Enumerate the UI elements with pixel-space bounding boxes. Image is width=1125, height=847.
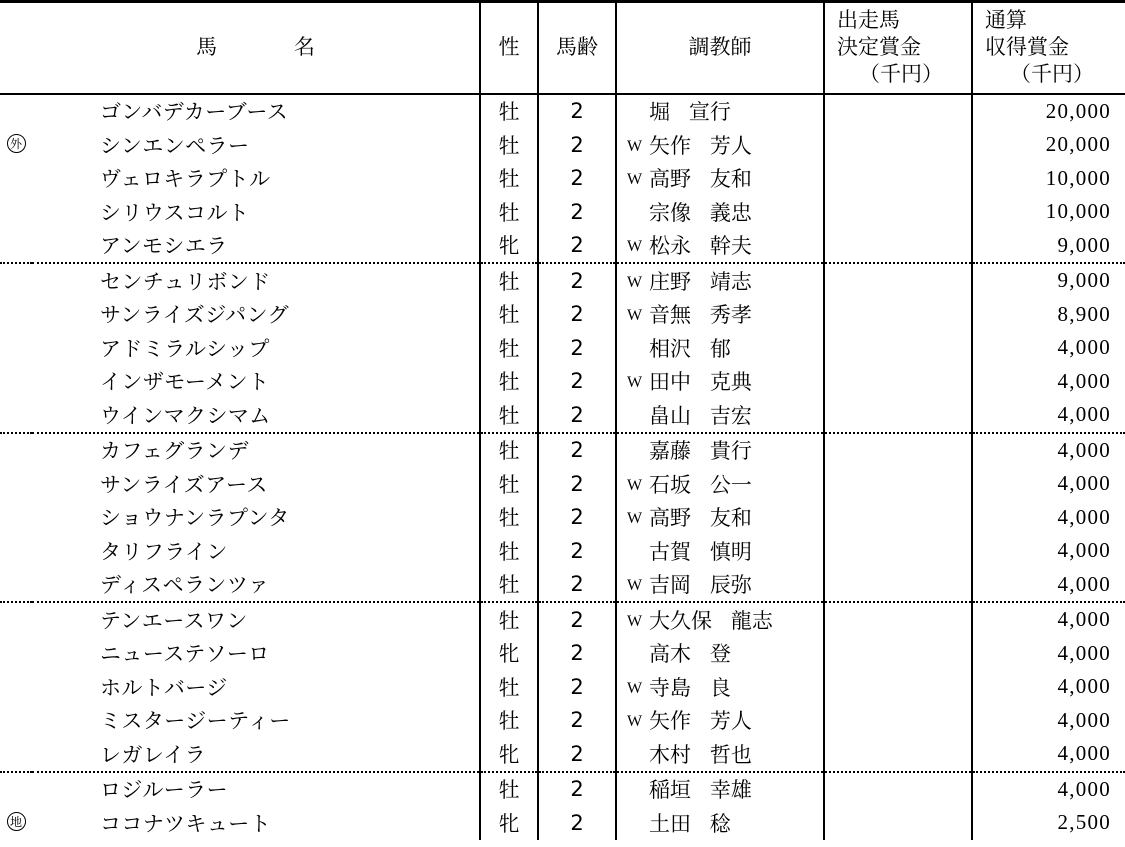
row-mark-empty: [0, 229, 32, 264]
prize-total: 4,000: [1057, 437, 1111, 462]
table-row: [0, 298, 1125, 332]
prize-current: [824, 331, 972, 365]
trainer-cell: [616, 365, 824, 399]
trainer-name: [649, 163, 752, 193]
trainer-given-name: 龍志: [730, 608, 773, 633]
prize-total: 4,000: [1057, 335, 1111, 360]
trainer-surname: 古賀: [649, 539, 691, 564]
horse-name: ウインマクシマム: [32, 398, 480, 433]
trainer-given-name: 克典: [709, 370, 752, 395]
trainer-cell: [616, 534, 824, 568]
west-region-flag: W: [627, 307, 643, 325]
prize-current: [824, 467, 972, 501]
trainer-cell: [616, 501, 824, 535]
horse-age: 2: [538, 602, 616, 637]
trainer-name: [649, 266, 752, 296]
header-horse-name: [32, 2, 480, 94]
trainer-surname: 畠山: [649, 403, 691, 428]
trainer-name: [649, 96, 731, 126]
table-row: [0, 806, 1125, 840]
west-region-flag: W: [627, 273, 643, 291]
trainer-given-name: 辰弥: [709, 573, 752, 598]
table-row: [0, 568, 1125, 603]
trainer-cell: [616, 772, 824, 807]
header-prize-total: [972, 2, 1125, 94]
trainer-surname: 宗像: [649, 200, 691, 225]
prize-current: [824, 398, 972, 433]
horse-age: 2: [538, 331, 616, 365]
trainer-cell: [616, 704, 824, 738]
prize-current: [824, 263, 972, 298]
horse-sex: 牡: [480, 772, 538, 807]
row-mark-empty: [0, 195, 32, 229]
trainer-given-name: 良: [709, 675, 731, 700]
trainer-surname: 高野: [649, 167, 691, 192]
horse-sex: 牡: [480, 534, 538, 568]
prize-total: 10,000: [1045, 165, 1111, 190]
table-row: [0, 331, 1125, 365]
trainer-surname: 寺島: [649, 675, 691, 700]
table-row: [0, 433, 1125, 468]
trainer-name: [649, 333, 731, 363]
header-prize-current-line3: （千円）: [859, 62, 943, 87]
horse-age: 2: [538, 704, 616, 738]
row-mark-empty: [0, 398, 32, 433]
table-row: [0, 467, 1125, 501]
trainer-name: [649, 705, 752, 735]
trainer-surname: 土田: [649, 811, 691, 836]
trainer-surname: 庄野: [649, 269, 691, 294]
row-mark-empty: [0, 365, 32, 399]
horse-sex: 牡: [480, 568, 538, 603]
trainer-name: [649, 400, 752, 430]
trainer-cell: [616, 637, 824, 671]
prize-current: [824, 298, 972, 332]
horse-name: シリウスコルト: [32, 195, 480, 229]
header-horse-name-label: 馬 名: [196, 35, 327, 60]
row-mark-empty: [0, 298, 32, 332]
west-region-flag: W: [627, 713, 643, 731]
trainer-given-name: 幸雄: [709, 778, 752, 803]
horse-name: カフェグランデ: [32, 433, 480, 468]
horse-name: ゴンバデカーブース: [32, 94, 480, 129]
trainer-surname: 堀: [649, 100, 670, 125]
horse-name: シンエンペラー: [32, 128, 480, 162]
horse-age: 2: [538, 534, 616, 568]
row-mark-empty: [0, 162, 32, 196]
horse-name: ココナツキュート: [32, 806, 480, 840]
trainer-cell: [616, 670, 824, 704]
horse-sex: 牡: [480, 162, 538, 196]
table-row: [0, 128, 1125, 162]
trainer-given-name: 登: [709, 642, 731, 667]
row-mark-empty: [0, 433, 32, 468]
trainer-surname: 嘉藤: [649, 439, 691, 464]
horse-name: タリフライン: [32, 534, 480, 568]
trainer-name: [649, 130, 752, 160]
prize-total: 4,000: [1057, 538, 1111, 563]
horse-sex: 牡: [480, 94, 538, 129]
prize-total: 9,000: [1057, 268, 1111, 293]
prize-total: 4,000: [1057, 640, 1111, 665]
horse-name: ショウナンラプンタ: [32, 501, 480, 535]
west-region-flag: W: [627, 171, 643, 189]
trainer-cell: [616, 94, 824, 129]
horse-age: 2: [538, 433, 616, 468]
trainer-given-name: 貴行: [709, 439, 752, 464]
prize-current: [824, 568, 972, 603]
horse-name: レガレイラ: [32, 737, 480, 772]
horse-age: 2: [538, 806, 616, 840]
horse-sex: 牝: [480, 637, 538, 671]
trainer-name: [649, 638, 731, 668]
table-row: [0, 365, 1125, 399]
prize-total: 4,000: [1057, 607, 1111, 632]
horse-name: ミスタージーティー: [32, 704, 480, 738]
trainer-given-name: 義忠: [709, 200, 752, 225]
horse-name: ホルトバージ: [32, 670, 480, 704]
trainer-surname: 音無: [649, 303, 691, 328]
horse-age: 2: [538, 94, 616, 129]
horse-age: 2: [538, 263, 616, 298]
trainer-given-name: 宣行: [688, 100, 731, 125]
header-prize-current: [824, 2, 972, 94]
horse-sex: 牡: [480, 195, 538, 229]
west-region-flag: W: [627, 577, 643, 595]
table-row: [0, 94, 1125, 129]
west-region-flag: W: [627, 137, 643, 155]
trainer-name: [649, 197, 752, 227]
prize-total: 9,000: [972, 229, 1125, 264]
trainer-name: [649, 299, 752, 329]
prize-total: 4,000: [972, 568, 1125, 603]
prize-current: [824, 670, 972, 704]
row-mark-empty: [0, 94, 32, 129]
horse-age: 2: [538, 501, 616, 535]
row-mark-empty: [0, 331, 32, 365]
table-row: [0, 263, 1125, 298]
prize-total: 4,000: [1057, 674, 1111, 699]
header-prize-current-line1: 出走馬: [837, 8, 900, 33]
trainer-cell: [616, 263, 824, 298]
trainer-cell: [616, 737, 824, 772]
prize-current: [824, 433, 972, 468]
horse-age: 2: [538, 298, 616, 332]
trainer-name: [649, 536, 752, 566]
trainer-name: [649, 739, 752, 769]
table-body: [0, 94, 1125, 840]
prize-current: [824, 501, 972, 535]
prize-total: 4,000: [1057, 504, 1111, 529]
row-mark-empty: [0, 534, 32, 568]
trainer-surname: 松永: [649, 234, 691, 259]
horse-age: 2: [538, 128, 616, 162]
prize-current: [824, 534, 972, 568]
horse-age: 2: [538, 737, 616, 772]
horse-sex: 牡: [480, 467, 538, 501]
trainer-cell: [616, 467, 824, 501]
horse-age: 2: [538, 467, 616, 501]
trainer-given-name: 郁: [709, 336, 731, 361]
horse-sex: 牡: [480, 398, 538, 433]
prize-current: [824, 94, 972, 129]
trainer-given-name: 哲也: [709, 742, 752, 767]
prize-current: [824, 128, 972, 162]
trainer-surname: 田中: [649, 370, 691, 395]
trainer-name: [649, 502, 752, 532]
row-mark-empty: [0, 568, 32, 603]
header-prize-current-line2: 決定賞金: [837, 35, 921, 60]
trainer-given-name: 友和: [709, 506, 752, 531]
horse-sex: 牡: [480, 433, 538, 468]
horse-name: テンエースワン: [32, 602, 480, 637]
table-row: [0, 162, 1125, 196]
prize-current: [824, 365, 972, 399]
west-region-flag: W: [627, 238, 643, 256]
prize-current: [824, 704, 972, 738]
trainer-cell: [616, 162, 824, 196]
prize-current: [824, 637, 972, 671]
horse-age: 2: [538, 398, 616, 433]
prize-current: [824, 195, 972, 229]
trainer-cell: [616, 331, 824, 365]
horse-sex: 牡: [480, 670, 538, 704]
west-region-flag: W: [627, 612, 643, 630]
horse-age: 2: [538, 195, 616, 229]
horse-sex: 牡: [480, 331, 538, 365]
prize-total: 8,900: [1057, 301, 1111, 326]
table-row: [0, 670, 1125, 704]
prize-current: [824, 229, 972, 264]
circled-mark-icon: 外: [7, 134, 26, 153]
trainer-surname: 高野: [649, 506, 691, 531]
horse-sex: 牡: [480, 365, 538, 399]
trainer-given-name: 慎明: [709, 539, 752, 564]
horse-age: 2: [538, 568, 616, 603]
horse-sex: 牝: [480, 737, 538, 772]
row-mark-badge: [0, 128, 32, 162]
trainer-name: [649, 435, 752, 465]
prize-current: [824, 602, 972, 637]
horse-age: 2: [538, 229, 616, 264]
west-region-flag: W: [627, 679, 643, 697]
header-prize-total-line2: 収得賞金: [985, 35, 1069, 60]
table-row: [0, 602, 1125, 637]
trainer-cell: [616, 398, 824, 433]
table-row: [0, 772, 1125, 807]
horse-sex: 牡: [480, 501, 538, 535]
horse-age: 2: [538, 365, 616, 399]
horse-age: 2: [538, 772, 616, 807]
trainer-given-name: 幹夫: [709, 234, 752, 259]
trainer-cell: [616, 433, 824, 468]
table-header: [0, 2, 1125, 94]
prize-current: [824, 737, 972, 772]
trainer-surname: 矢作: [649, 133, 691, 158]
trainer-name: [649, 469, 752, 499]
prize-current: [824, 162, 972, 196]
horse-sex: 牡: [480, 298, 538, 332]
horse-sex: 牝: [480, 229, 538, 264]
west-region-flag: W: [627, 476, 643, 494]
row-mark-empty: [0, 602, 32, 637]
trainer-cell: [616, 298, 824, 332]
horse-sex: 牡: [480, 128, 538, 162]
prize-total: 4,000: [1057, 776, 1111, 801]
header-trainer: 調教師: [616, 2, 824, 94]
trainer-surname: 稲垣: [649, 778, 691, 803]
trainer-cell: [616, 229, 824, 264]
prize-total: 4,000: [1057, 707, 1111, 732]
table-row: [0, 229, 1125, 264]
horse-age: 2: [538, 162, 616, 196]
trainer-cell: [616, 568, 824, 603]
prize-total: 2,500: [1057, 810, 1111, 835]
trainer-name: [649, 774, 752, 804]
row-mark-empty: [0, 737, 32, 772]
row-mark-empty: [0, 670, 32, 704]
prize-total: 20,000: [1045, 132, 1111, 157]
prize-current: [824, 806, 972, 840]
horse-age: 2: [538, 637, 616, 671]
header-sex: 性: [480, 2, 538, 94]
trainer-name: [649, 672, 731, 702]
header-prize-total-line3: （千円）: [1010, 62, 1094, 87]
prize-current: [824, 772, 972, 807]
trainer-cell: [616, 128, 824, 162]
trainer-name: [649, 366, 752, 396]
horse-name: インザモーメント: [32, 365, 480, 399]
horse-name: アンモシエラ: [32, 229, 480, 264]
row-mark-empty: [0, 263, 32, 298]
trainer-surname: 矢作: [649, 709, 691, 734]
trainer-surname: 相沢: [649, 336, 691, 361]
horse-sex: 牝: [480, 806, 538, 840]
table-row: [0, 737, 1125, 772]
horse-name: ニューステソーロ: [32, 637, 480, 671]
row-mark-empty: [0, 704, 32, 738]
trainer-cell: [616, 195, 824, 229]
trainer-surname: 吉岡: [649, 573, 691, 598]
trainer-given-name: 公一: [709, 472, 752, 497]
table-row: [0, 637, 1125, 671]
header-prize-total-line1: 通算: [985, 8, 1027, 33]
trainer-name: [649, 605, 773, 635]
row-mark-empty: [0, 501, 32, 535]
table-row: [0, 398, 1125, 433]
horse-name: アドミラルシップ: [32, 331, 480, 365]
horse-age: 2: [538, 670, 616, 704]
header-age: 馬齢: [538, 2, 616, 94]
circled-mark-icon: 地: [7, 812, 26, 831]
table-row: [0, 501, 1125, 535]
trainer-given-name: 友和: [709, 167, 752, 192]
trainer-surname: 木村: [649, 742, 691, 767]
horse-name: センチュリボンド: [32, 263, 480, 298]
trainer-given-name: 靖志: [709, 269, 752, 294]
prize-total: 20,000: [1045, 98, 1111, 123]
row-mark-badge: [0, 806, 32, 840]
table-row: [0, 534, 1125, 568]
row-mark-empty: [0, 467, 32, 501]
west-region-flag: W: [627, 510, 643, 528]
west-region-flag: W: [627, 374, 643, 392]
horse-sex: 牡: [480, 263, 538, 298]
horse-name: ヴェロキラプトル: [32, 162, 480, 196]
table-row: [0, 195, 1125, 229]
trainer-given-name: 芳人: [709, 709, 752, 734]
row-mark-empty: [0, 772, 32, 807]
trainer-given-name: 芳人: [709, 133, 752, 158]
trainer-name: [649, 808, 731, 838]
prize-total: 4,000: [972, 398, 1125, 433]
horse-name: ロジルーラー: [32, 772, 480, 807]
table-row: [0, 704, 1125, 738]
prize-total: 4,000: [1057, 368, 1111, 393]
trainer-given-name: 秀孝: [709, 303, 752, 328]
header-mark-spacer: [0, 2, 32, 94]
prize-total: 4,000: [972, 737, 1125, 772]
trainer-cell: [616, 806, 824, 840]
horse-name: サンライズジパング: [32, 298, 480, 332]
horse-name: ディスペランツァ: [32, 568, 480, 603]
trainer-given-name: 吉宏: [709, 403, 752, 428]
trainer-given-name: 稔: [709, 811, 731, 836]
trainer-surname: 高木: [649, 642, 691, 667]
row-mark-empty: [0, 637, 32, 671]
trainer-cell: [616, 602, 824, 637]
horse-sex: 牡: [480, 704, 538, 738]
prize-total: 4,000: [1057, 471, 1111, 496]
prize-total: 10,000: [1045, 199, 1111, 224]
trainer-surname: 石坂: [649, 472, 691, 497]
trainer-name: [649, 569, 752, 599]
horse-name: サンライズアース: [32, 467, 480, 501]
trainer-surname: 大久保: [649, 608, 712, 633]
horse-sex: 牡: [480, 602, 538, 637]
trainer-name: [649, 230, 752, 260]
